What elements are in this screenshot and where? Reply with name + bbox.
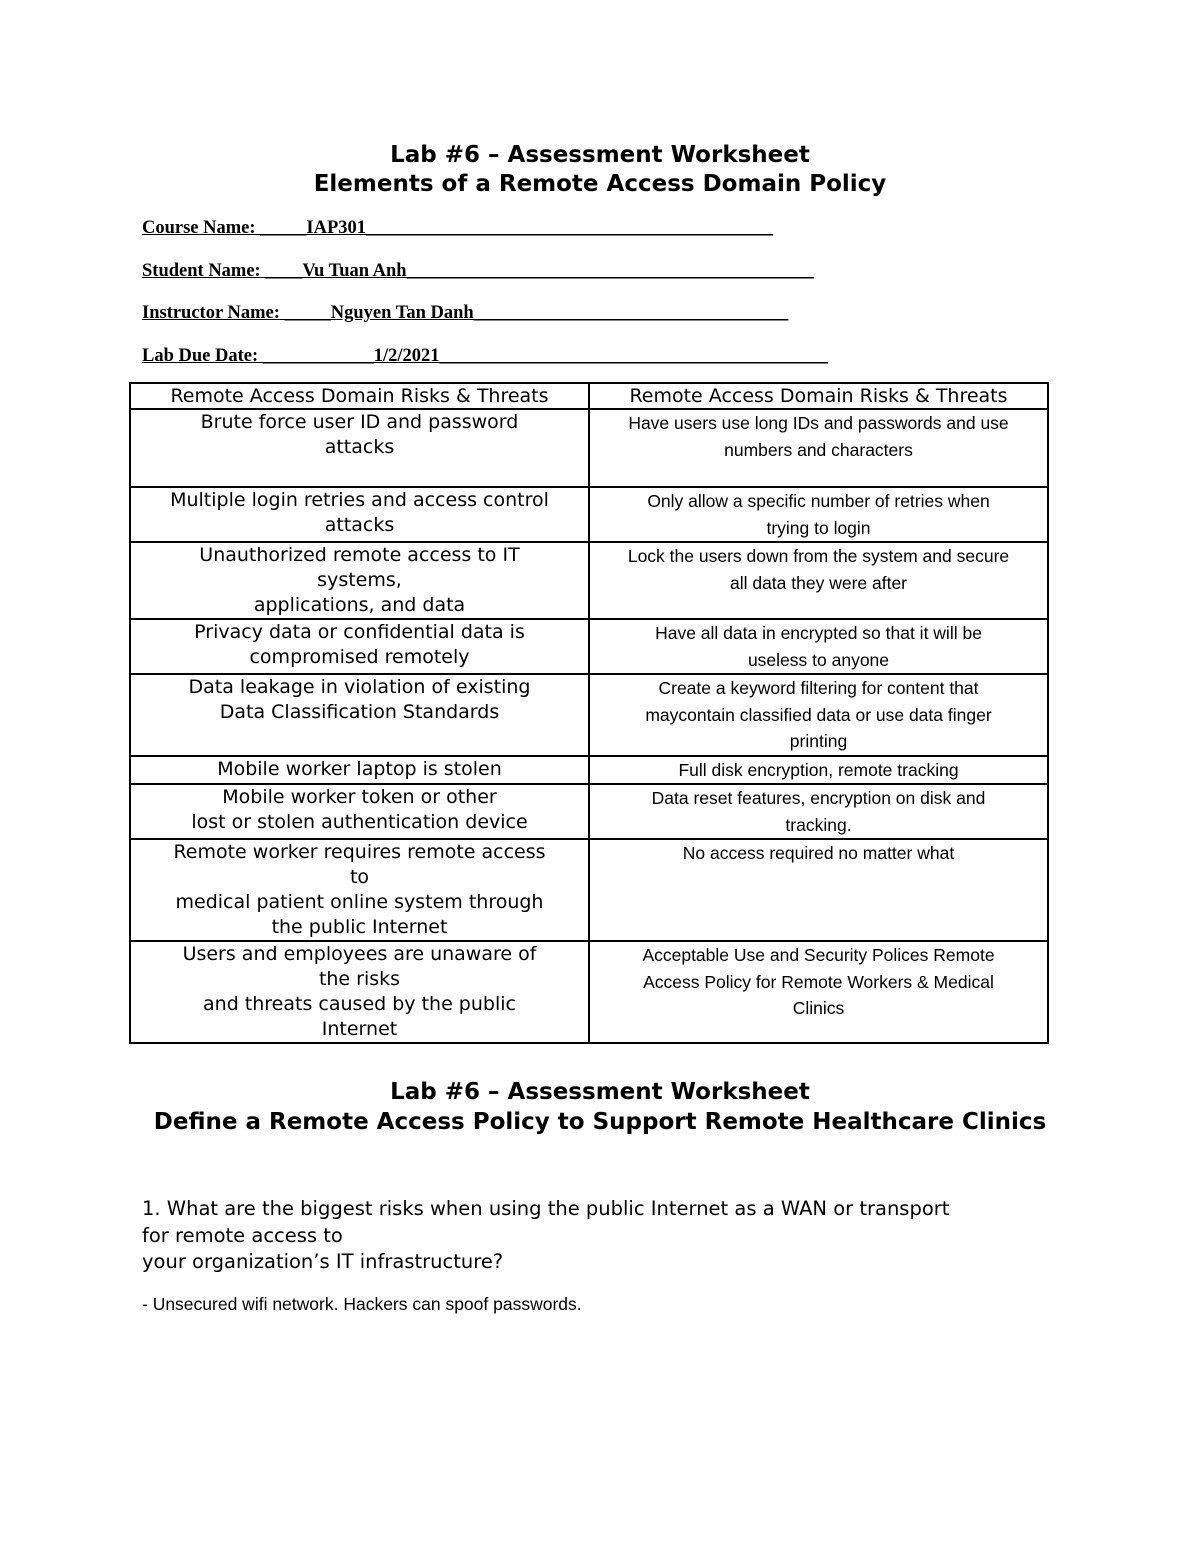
question-1: 1. What are the biggest risks when using the public Internet as a WAN or transport for remote access to your organization’s IT infrastructure? [142,1197,950,1273]
risk-cell: Data leakage in violation of existing Data Classification Standards [130,674,589,756]
mitigation-cell: Full disk encryption, remote tracking [589,756,1048,785]
table-row [130,674,1048,756]
risk-cell: Multiple login retries and access control attacks [130,487,589,542]
student-name-label: Student Name: [142,260,261,281]
mitigation-cell: Only allow a specific number of retries when trying to login [589,487,1048,542]
course-name-label: Course Name: [142,218,256,238]
table-row [130,941,1048,1043]
section2-title-line-1: Lab #6 – Assessment Worksheet [390,1079,810,1105]
mitigation-cell: Data reset features, encryption on disk and tracking. [589,784,1048,839]
title-line-1: Lab #6 – Assessment Worksheet [390,142,810,168]
instructor-name-value: Nguyen Tan Danh [330,303,474,323]
instructor-name-fill: _____ [279,303,331,323]
student-name-field [142,259,862,302]
due-date-fill-end: __________________________________________ [439,345,829,366]
header-mitigations: Remote Access Domain Risks & Threats [589,383,1048,409]
mitigation-cell: Have all data in encrypted so that it will be useless to anyone [589,619,1048,674]
course-name-fill: _____ [255,218,307,238]
instructor-name-fill-end: __________________________________ [473,303,789,323]
table-header-row [130,383,1048,409]
table-row [130,487,1048,542]
table-row [130,619,1048,674]
risk-cell: Users and employees are unaware of the risks and threats caused by the public Internet [130,941,589,1043]
risk-cell: Mobile worker token or other lost or stolen authentication device [130,784,589,839]
risk-cell: Unauthorized remote access to IT systems, applications, and data [130,542,589,619]
table-row [130,542,1048,619]
table-row [130,784,1048,839]
table-row [130,409,1048,487]
risk-cell: Remote worker requires remote access to medical patient online system through the public Internet [130,839,589,941]
student-name-fill: ____ [260,260,303,281]
instructor-name-label: Instructor Name: [142,303,280,323]
info-fields [142,216,862,386]
table-row [130,756,1048,785]
mitigation-cell: Create a keyword filtering for content that maycontain classified data or use data finger printing [589,674,1048,756]
risk-cell: Privacy data or confidential data is compromised remotely [130,619,589,674]
course-name-fill-end: ____________________________________________ [366,218,774,238]
student-name-fill-end: ____________________________________________ [406,260,814,281]
mitigation-cell: Lock the users down from the system and secure all data they were after [589,542,1048,619]
mitigation-cell: Have users use long IDs and passwords and use numbers and characters [589,409,1048,487]
risks-table [129,382,1049,1044]
table-row [130,839,1048,941]
mitigation-cell: Acceptable Use and Security Polices Remote Access Policy for Remote Workers & Medical Clinics [589,941,1048,1043]
due-date-value: 1/2/2021 [373,345,440,366]
mitigation-cell: No access required no matter what [589,839,1048,941]
risk-cell: Brute force user ID and password attacks [130,409,589,487]
answer-1: - Unsecured wifi network. Hackers can spoof passwords. [142,1294,582,1314]
course-name-field [142,216,862,259]
due-date-field [142,344,862,387]
due-date-fill: ____________ [258,345,374,366]
section2-title-line-2: Define a Remote Access Policy to Support Remote Healthcare Clinics [153,1109,1047,1135]
due-date-label: Lab Due Date: [142,345,259,366]
worksheet-title [0,141,1200,199]
risk-cell: Mobile worker laptop is stolen [130,756,589,785]
section2-title [0,1077,1200,1137]
title-line-2: Elements of a Remote Access Domain Policy [313,171,887,197]
course-name-value: IAP301 [306,218,367,238]
instructor-name-field [142,301,862,344]
student-name-value: Vu Tuan Anh [302,260,407,281]
header-risks-threats: Remote Access Domain Risks & Threats [130,383,589,409]
